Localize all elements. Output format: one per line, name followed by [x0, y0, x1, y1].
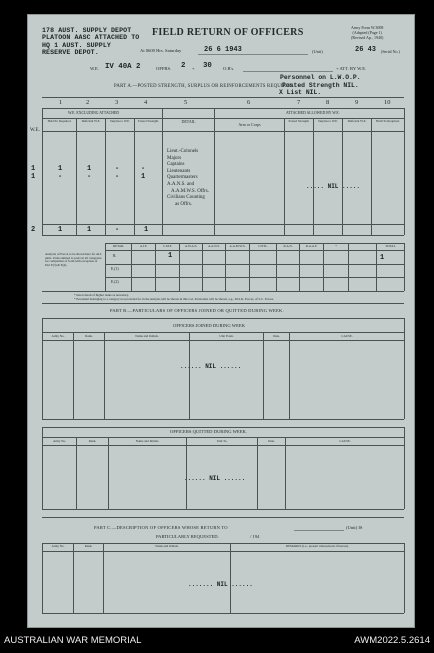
cell-value: 1 [141, 173, 146, 181]
rank-label: Majors [167, 155, 182, 161]
cell-value: - [58, 173, 63, 181]
lwop-line: Posted Strength NIL. [282, 81, 359, 89]
part-c-col-head: Rank. [84, 544, 93, 548]
col-head: Held/To Required. [47, 119, 72, 123]
lwop-line: Personnel on L.W.O.P. [280, 74, 361, 81]
unit-line-4: RESERVE DEPOT. [42, 49, 99, 57]
analysis-row-label: E.(1) [111, 267, 119, 271]
form-ref-line: Army Form W.3008 [351, 25, 384, 30]
footnotes [74, 294, 394, 301]
we-excluding-heading: W.E. EXCLUDING ATTACHED [68, 111, 120, 115]
col-number: 10 [384, 99, 391, 106]
analysis-head: DETAIL [112, 244, 125, 248]
analysis-head: A.A.N.S. [208, 244, 220, 248]
col-head: Deficient W.E. [347, 119, 367, 123]
cell-value: - [141, 165, 146, 173]
col-head: Surplus to W.E. [109, 119, 130, 123]
cell-value: 1 [31, 165, 36, 173]
column-numbers [42, 99, 404, 108]
form-ref-line: (Adapted (Page 1) [352, 30, 382, 35]
total-value: 1 [87, 226, 92, 234]
joined-title: OFFICERS JOINED DURING WEEK [173, 323, 246, 328]
rank-label: as Offrs. [175, 201, 193, 207]
col-number: 9 [355, 99, 359, 106]
form-reference [351, 25, 383, 40]
col-number: 3 [115, 99, 119, 106]
attached-heading: ATTACHED ALLOWED BY W.E. [286, 111, 340, 115]
part-b-heading: PART B.—PARTICULARS OF OFFICERS JOINED OR QUITTED DURING WEEK. [110, 308, 284, 313]
quitted-col-head: Name and Initials. [135, 439, 160, 443]
analysis-total-value: 1 [380, 254, 385, 262]
caption-right: AWM2022.5.2614 [354, 635, 430, 646]
plus-sign: + [192, 66, 195, 71]
cell-value: 1 [58, 165, 63, 173]
cell-value: - [87, 173, 92, 181]
total-value: 2 [31, 226, 36, 234]
unit-line-1: 178 AUST. SUPPLY DEPOT [42, 27, 132, 34]
rank-label: Lieutenants [167, 168, 191, 174]
we-label: W.E. [90, 66, 100, 71]
joined-col-head: Name and Initials. [135, 334, 159, 338]
rank-label: Captains [167, 162, 185, 168]
part-c-col-head: Army No. [51, 544, 65, 548]
unit-line-3: HQ 1 AUST. SUPPLY [42, 41, 111, 49]
serial-label: (Serial No.) [381, 49, 400, 54]
quitted-title: OFFICERS QUITTED DURING WEEK. [170, 429, 247, 434]
lwop-line: X List NIL. [279, 89, 322, 97]
joined-col-head: Date. [273, 334, 280, 338]
quitted-col-head: CAUSE. [339, 439, 351, 443]
analysis-head: A.A.M.W.S. [229, 244, 246, 248]
analysis-head: A.I.F. [139, 244, 148, 248]
col-number: 5 [184, 99, 188, 106]
part-c-date-stub: / 194 [250, 534, 260, 539]
caption-left: AUSTRALIAN WAR MEMORIAL [4, 635, 142, 646]
total-value: - [115, 226, 120, 234]
quitted-col-head: Unit To. [216, 439, 228, 443]
form-ref-line: (Revised Ap., 1940) [351, 35, 384, 40]
quitted-col-head: Rank. [88, 439, 97, 443]
col-head: Surplus to W.E. [317, 119, 338, 123]
rank-label: A.A.N.S. and [167, 181, 195, 187]
form-title: FIELD RETURN OF OFFICERS [152, 27, 304, 38]
analysis-head: * [335, 244, 337, 248]
analysis-head: A.W.A.S. [184, 244, 198, 248]
col-head: Held/To Required. [376, 119, 400, 123]
cell-value: 1 [87, 165, 92, 173]
part-a-heading: PART A.—POSTED STRENGTH, SURPLUS OR REINFORCEMENTS REQUIRED. [114, 84, 295, 89]
joined-nil: ...... NIL ...... [180, 363, 242, 370]
form-sheet [27, 14, 415, 628]
part-c-heading-tail: (Unit) IS [346, 525, 363, 530]
we-side-label: W.E. [30, 128, 40, 133]
analysis-row-label: E.(2) [111, 280, 119, 284]
archive-caption [0, 628, 434, 653]
analysis-row-label: R. [113, 254, 117, 258]
offrs-value: 2 [181, 62, 186, 70]
rank-label: Lieut.-Colonels [167, 149, 199, 154]
unit-line-2: PLATOON AASC ATTACHED TO [42, 34, 140, 42]
joined-col-head: CAUSE. [341, 334, 353, 338]
quitted-col-head: Date. [268, 439, 275, 443]
analysis-head: C.M.F. [163, 244, 172, 248]
ors-label: O.R's. [223, 66, 235, 71]
joined-col-head: Army No. [51, 334, 65, 338]
analysis-label: Analysis of Part A to be shown here for ALL units. Units entitled to posts in all categories for completion of form with exception of Part E(3) & E(4). [45, 252, 102, 267]
joined-col-head: Rank. [85, 334, 93, 338]
part-c-col-head: REMARKS (i.e., present whereabouts if known). [286, 544, 349, 548]
joined-col-head: Unit From. [219, 334, 234, 338]
total-value: 1 [144, 226, 149, 234]
attached-nil: ..... NIL ..... [306, 183, 361, 190]
col-head: Posted Strength. [138, 119, 159, 123]
col-number: 6 [247, 99, 251, 106]
cell-value: 1 [31, 173, 36, 181]
col-head: Posted Strength. [288, 119, 310, 123]
rank-label: Civilians Counting [167, 195, 205, 201]
col-number: 7 [297, 99, 301, 106]
footnote: * Insert detail of higher ranks as necessary. [74, 293, 129, 297]
part-c-subheading: PARTICULARLY REQUESTED. [156, 534, 219, 539]
part-c-col-head: Name and Initials. [155, 544, 179, 548]
quitted-col-head: Army No. [53, 439, 66, 443]
report-time-label: At 0600 Hrs. Saturday [140, 48, 182, 53]
col-number: 2 [86, 99, 90, 106]
report-date: 26 6 1943 [204, 46, 242, 54]
col-number: 1 [59, 99, 63, 106]
col-number: 8 [326, 99, 330, 106]
footnote: * Personnel belonging to a category not provided for in the analysis will be shown in this Col. Particulars will be shown, e.g., M.S.K. Forces, of S.C. Forces. [74, 296, 274, 301]
col-head: Deficient W.E. [81, 119, 101, 123]
rank-list [167, 149, 209, 208]
we-value: IV 40A 2 [105, 63, 141, 71]
analysis-head: CIVIL. [258, 244, 268, 248]
unit-label: (Unit) [312, 49, 323, 54]
quitted-nil: ...... NIL ...... [184, 475, 246, 482]
analysis-head: R.A.N. [283, 244, 293, 248]
serial-number: 26 43 [355, 46, 377, 54]
ors-value: 30 [203, 62, 212, 70]
cell-value: - [115, 173, 120, 181]
col-number: 4 [144, 99, 148, 106]
cell-value: - [115, 165, 120, 173]
rank-label: Quartermasters [167, 175, 198, 181]
unit-typed [42, 27, 139, 57]
att-label: + ATT. BY W.E. [336, 66, 367, 71]
offrs-label: OFFRS. [156, 66, 172, 71]
detail-head: DETAIL [181, 119, 196, 124]
analysis-head: R.A.A.F. [305, 244, 318, 248]
rank-label: A.A.M.W.S. Offrs. [171, 188, 209, 194]
part-c-nil: ....... NIL ...... [188, 581, 253, 588]
total-value: 1 [58, 226, 63, 234]
part-c-heading: PART C.—DESCRIPTION OF OFFICERS WHOSE RETURN TO [94, 525, 228, 530]
analysis-aif-value: 1 [168, 252, 173, 260]
arm-corps-head: Arm or Corps [238, 122, 261, 127]
analysis-head: TOTAL [385, 244, 396, 248]
